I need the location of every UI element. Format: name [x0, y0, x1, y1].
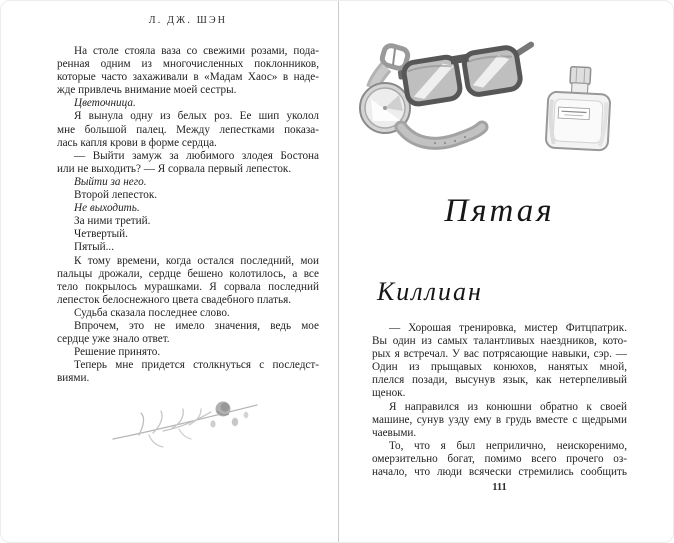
text-line: Четвертый.: [74, 228, 128, 241]
sunglasses-illustration: [397, 44, 538, 107]
text-line: — Хорошая тренировка, мистер Фитцпатрик.: [389, 322, 627, 334]
text-line: Я направился из конюшни обратно к своей: [389, 400, 627, 413]
page-gutter-divider: [338, 1, 339, 542]
text-line: мне большой палец. Между лепестками показа-: [57, 123, 319, 136]
text-line: Судьба сказала последнее слово.: [74, 306, 230, 319]
still-life-illustration: [349, 31, 641, 167]
running-header-author: Л. ДЖ. ШЭН: [148, 15, 228, 26]
bottle-label: [558, 107, 590, 120]
text-line: Выйти за него.: [74, 175, 147, 188]
text-line: ренная одним из многочисленных поклонников,: [57, 58, 319, 71]
chapter-title: Пятая: [444, 193, 555, 229]
text-line: Теперь мне придется столкнуться с последст-: [74, 359, 319, 372]
section-title: Киллиан: [377, 277, 483, 306]
text-line: За ними третий.: [74, 215, 151, 228]
text-line: К тому времени, когда остался последний, мои: [74, 254, 319, 267]
text-line: лепесток белоснежного цвета свадебного платья.: [57, 293, 292, 306]
text-line: сердце уже знало ответ.: [57, 333, 170, 346]
text-line: или не выходить? — Я сорвала первый лепесток.: [57, 162, 292, 175]
text-line: Вы один из самых талантливых наездников, кото-: [372, 335, 627, 348]
text-line: плелся позади, высунув язык, как нетерпеливый: [372, 374, 627, 387]
text-line: пальцы дрожали, сердце бешено колотилось, а все: [57, 267, 319, 280]
text-line: Впрочем, это не имело значения, ведь мое: [74, 319, 319, 332]
text-line: машине, сунув узду ему в грудь вместе с щедрыми: [372, 413, 627, 426]
text-line: То, что я был неприлично, неискоренимо,: [389, 439, 627, 452]
text-line: Не выходить.: [74, 202, 140, 215]
text-line: — Выйти замуж за любимого злодея Бостона: [74, 149, 319, 162]
text-line: которые часто захаживали в «Мадам Хаос» в наде-: [57, 71, 319, 84]
text-line: жде привлечь внимание моей сестры.: [57, 84, 237, 97]
text-line: Один из прыщавых конюхов, нанятых мной,: [372, 361, 627, 374]
text-line: тело покрылось мурашками. Я сорвала последний: [57, 280, 319, 293]
text-line: начало, что люди всячески стремились сообщить: [372, 466, 627, 479]
left-page-text: [57, 45, 319, 385]
page-number: 111: [492, 482, 507, 493]
text-line: Пятый...: [74, 241, 115, 254]
flower-sprig-illustration: [105, 389, 267, 451]
text-line: омерзительно богат, помимо всего прочего оз-: [372, 452, 627, 465]
text-line: чаевыми.: [372, 426, 417, 439]
perfume-bottle-illustration: [546, 66, 612, 151]
text-line: рых я встречал. У вас потрясающие навыки, сэр. —: [372, 348, 627, 361]
text-line: виями.: [57, 372, 90, 385]
text-line: лась капля крови в форме сердца.: [57, 136, 217, 149]
text-line: Второй лепесток.: [74, 189, 158, 202]
right-page-text: [372, 322, 627, 479]
text-line: Решение принято.: [74, 346, 161, 359]
text-line: Я вынула одну из белых роз. Ее шип уколол: [74, 110, 319, 123]
text-line: На столе стояла ваза со свежими розами, пода-: [74, 45, 319, 57]
text-line: Цветочница.: [74, 97, 136, 110]
text-line: щенок.: [372, 387, 406, 400]
